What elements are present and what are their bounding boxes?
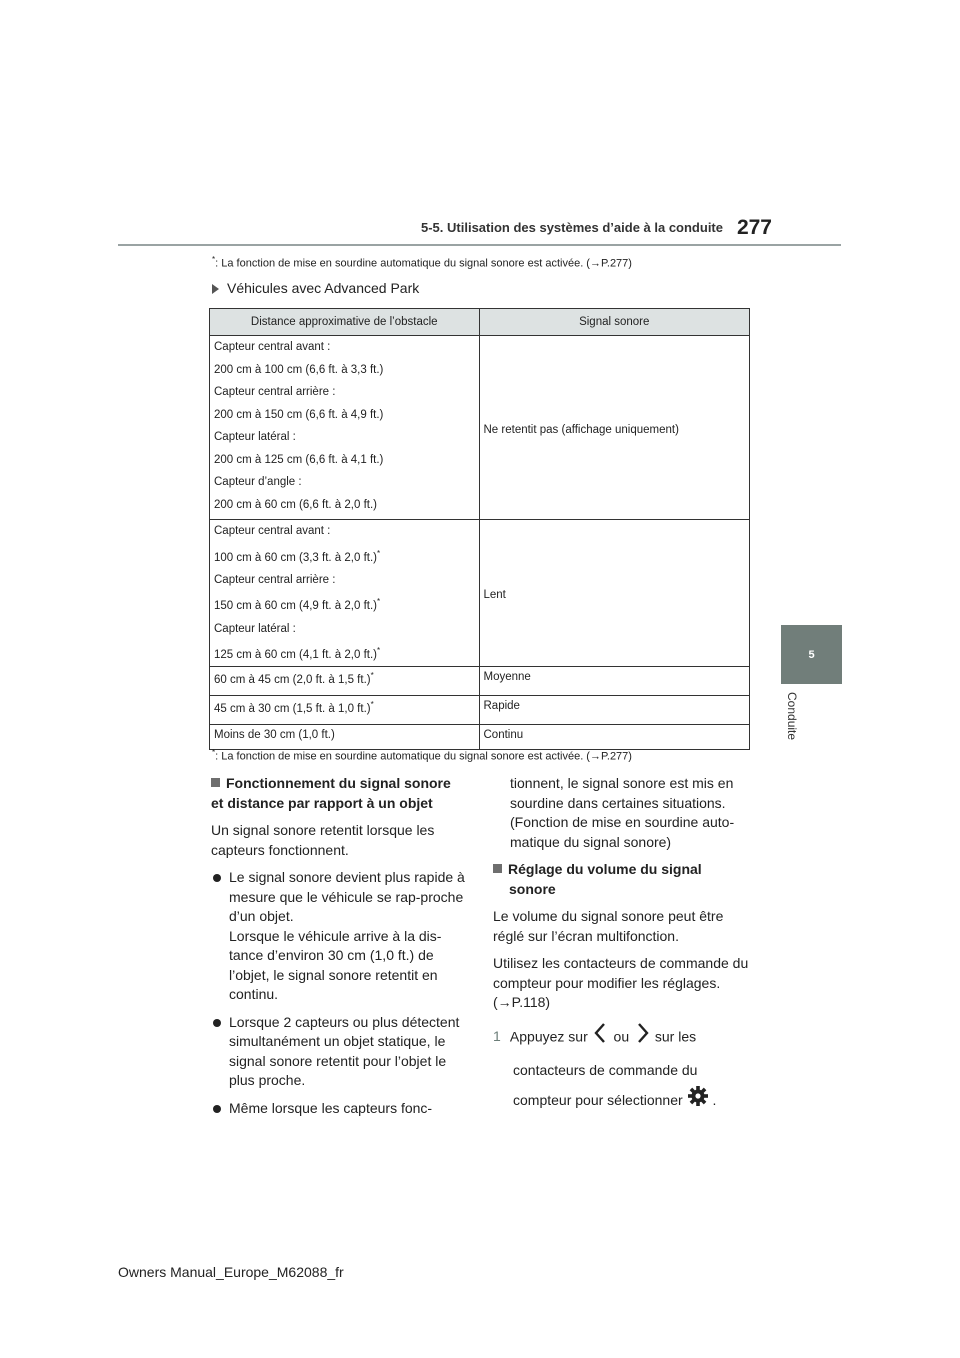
footnote-text: : La fonction de mise en sourdine automatique du signal sonore est activée. (→P.277) [215,257,632,270]
square-bullet-icon [211,778,220,787]
bullet-item: Même lorsque les capteurs fonc- [211,1099,466,1119]
page-number: 277 [736,216,772,239]
cell-line: 200 cm à 100 cm (6,6 ft. à 3,3 ft.) [214,363,384,376]
bullet-item: Le signal sonore devient plus rapide à mesure que le véhicule se rap-proche d’un objet. Lorsque le véhicule arrive à la dis-tance d’environ 30 cm (1,0 ft.) de l’objet, le signal sonore retentit en continu. [211,868,466,1005]
gear-icon [687,1085,709,1117]
table-cell-signal: Continu [479,725,750,750]
table-row [210,520,750,667]
cell-line: 200 cm à 60 cm (6,6 ft. à 2,0 ft.) [214,498,377,511]
footnote-mark: * [212,255,216,264]
table-row [210,667,750,696]
cell-line: 200 cm à 150 cm (6,6 ft. à 4,9 ft.) [214,408,384,421]
table-cell-distance: 45 cm à 30 cm (1,5 ft. à 1,0 ft.)* [210,696,480,725]
step-item: 1 Appuyez sur ou sur les contacteurs de commande du compteur pour sélectionner . [493,1021,749,1117]
triangle-icon [212,284,219,294]
settings-paragraph: Utilisez les contacteurs de commande du compteur pour modifier les réglages. (→P.118) [493,955,749,1010]
chevron-right-icon [633,1021,651,1055]
chapter-label-text: Conduite [785,692,799,741]
footnote-text: : La fonction de mise en sourdine automatique du signal sonore est activée. (→P.277) [215,750,632,763]
cell-line: 200 cm à 125 cm (6,6 ft. à 4,1 ft.) [214,453,384,466]
chevron-left-icon [592,1021,610,1055]
right-column [493,774,749,1117]
table-cell-distance: 60 cm à 45 cm (2,0 ft. à 1,5 ft.)* [210,667,480,696]
footnote-top [212,255,632,270]
cell-line: 150 cm à 60 cm (4,9 ft. à 2,0 ft.)* [214,597,381,613]
cell-line: Capteur central arrière : [214,386,336,398]
cell-line: Capteur central arrière : [214,573,336,586]
table-row [210,336,750,520]
table-header-row [210,309,750,336]
left-column [211,774,466,1118]
cell-line: Capteur latéral : [214,622,296,635]
chapter-label [779,692,807,752]
footer-text: Owners Manual_Europe_M62088_fr [118,1264,344,1280]
footnote-bottom [212,748,632,763]
heading-volume: Réglage du volume du signal sonore [493,860,749,899]
cell-line: 100 cm à 60 cm (3,3 ft. à 2,0 ft.)* [214,548,381,564]
table-cell-signal: Rapide [479,696,750,725]
table-cell-signal: Lent [479,520,750,667]
cell-line: Capteur central avant : [214,525,331,537]
square-bullet-icon [493,864,502,873]
section-title: 5-5. Utilisation des systèmes d’aide à la conduite [421,220,723,235]
step-number: 1 [493,1028,501,1045]
signal-table [209,308,750,750]
table-row [210,725,750,750]
header-divider [118,244,841,246]
subheading [212,280,419,296]
table-cell-signal: Ne retentit pas (affichage uniquement) [479,336,750,520]
continuation-text: tionnent, le signal sonore est mis en sourdine dans certaines situations. (Fonction de mise en sourdine auto-matique du signal sonore) [510,775,735,850]
volume-paragraph: Le volume du signal sonore peut être réglé sur l’écran multifonction. [493,908,724,944]
table-row [210,696,750,725]
table-header-signal: Signal sonore [479,309,750,336]
footnote-mark: * [212,748,216,757]
table-cell-signal: Moyenne [479,667,750,696]
table-cell-distance [210,336,480,520]
table-cell-distance: Moins de 30 cm (1,0 ft.) [210,725,480,750]
cell-line: Capteur latéral : [214,431,296,443]
subheading-text: Véhicules avec Advanced Park [227,280,420,296]
cell-line: 125 cm à 60 cm (4,1 ft. à 2,0 ft.)* [214,646,381,661]
cell-line: Capteur central avant : [214,341,331,353]
table-cell-distance [210,520,480,667]
intro-text: Un signal sonore retentit lorsque les capteurs fonctionnent. [211,822,435,858]
bullet-item: Lorsque 2 capteurs ou plus détectent simultanément un objet statique, le signal sonore retentit pour l’objet le plus proche. [211,1013,466,1091]
heading-sound-signal: Fonctionnement du signal sonore et distance par rapport à un objet [211,775,451,811]
cell-line: Capteur d’angle : [214,476,302,488]
chapter-tab: 5 [781,625,842,684]
table-header-distance: Distance approximative de l’obstacle [210,309,480,336]
